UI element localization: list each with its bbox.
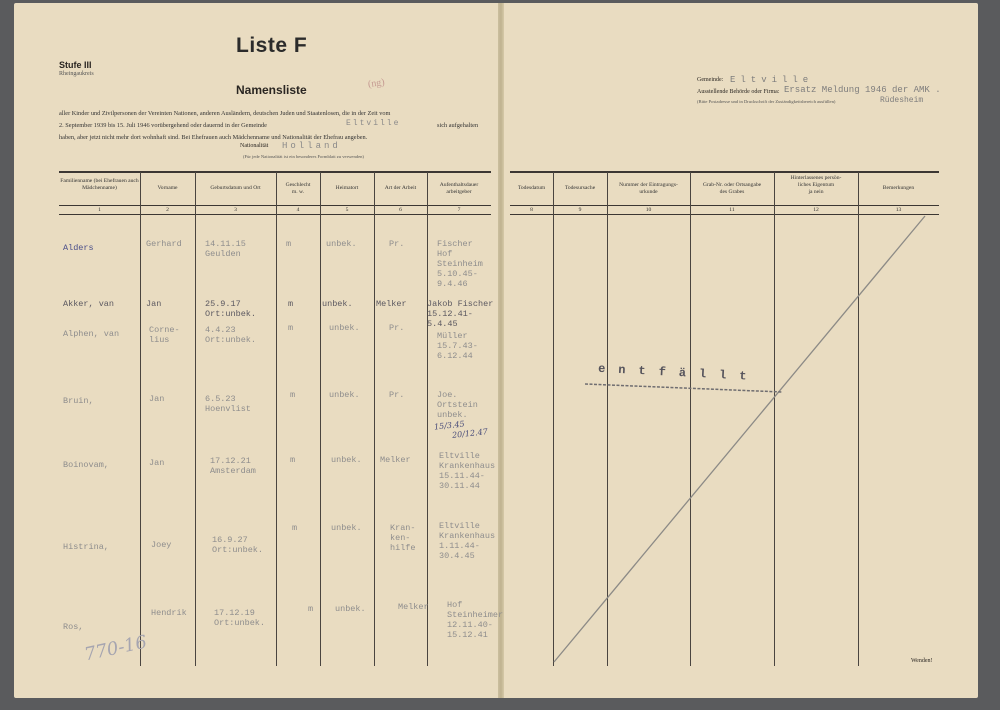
row-3-geburt: 4.4.23 Ort:unbek. xyxy=(205,325,257,345)
row-4-vorname: Jan xyxy=(149,394,165,404)
row-2-geburt: 25.9.17 Ort:unbek. xyxy=(205,299,257,319)
nationality-label: Nationalität xyxy=(240,143,269,149)
stamp-mark: (ng) xyxy=(367,76,386,91)
row-4-geschlecht: m xyxy=(290,390,296,400)
intro-line-1: aller Kinder und Zivilpersonen der Vereinten Nationen, anderen Ausländern, deutschen Juden und Staatenlosen, die in der Zeit vom xyxy=(59,110,391,117)
row-5-geschlecht: m xyxy=(290,455,296,465)
row-7-name: Ros, xyxy=(63,622,84,632)
col-number: 1 xyxy=(98,207,101,213)
col-number: 2 xyxy=(166,207,169,213)
region-label: Rheingaukreis xyxy=(59,71,94,77)
row-5-aufenthalt: Eltville Krankenhaus 15.11.44- 30.11.44 xyxy=(439,451,496,491)
header-arbeit: Art der Arbeit xyxy=(384,185,417,191)
col-number: 9 xyxy=(578,207,582,213)
row-7-aufenthalt: Hof Steinheimer 12.11.40- 15.12.41 xyxy=(447,600,504,640)
header-todesursache: Todesursache xyxy=(564,185,596,191)
row-2-heimat: unbek. xyxy=(322,299,353,309)
row-1-heimat: unbek. xyxy=(326,239,357,249)
gemeinde-value: Eltville xyxy=(730,75,814,85)
header-vorname: Vorname xyxy=(157,185,178,191)
col-number: 10 xyxy=(645,207,652,213)
behoerde-value: Ersatz Meldung 1946 der AMK . xyxy=(784,85,941,95)
row-5-geburt: 17.12.21 Amsterdam xyxy=(210,456,256,476)
row-2-name: Akker, van xyxy=(63,299,115,309)
row-2-arbeit: Melker xyxy=(376,299,407,309)
handwritten-note: 20/12.47 xyxy=(451,427,489,440)
header-aufenthalt: Aufenthaltsdauer arbeitgeber xyxy=(439,182,479,195)
col-number: 8 xyxy=(530,207,533,213)
header-urkunde: Nummer der Eintragungs- urkunde xyxy=(619,182,678,195)
row-5-name: Boinovam, xyxy=(63,460,109,470)
col-number: 3 xyxy=(234,207,237,213)
header-geschlecht: Geschlecht m. w. xyxy=(285,182,311,195)
nationality-value: Holland xyxy=(282,141,341,151)
row-7-arbeit: Melker xyxy=(398,602,429,612)
intro-line-2b: sich aufgehalten xyxy=(437,122,479,129)
row-1-geschlecht: m xyxy=(286,239,292,249)
header-geburt: Geburtsdatum und Ort xyxy=(210,185,261,191)
intro-line-2: 2. September 1939 bis 15. Juli 1946 vorübergehend oder dauernd in der Gemeinde xyxy=(59,122,267,129)
header-todesdatum: Todesdatum xyxy=(517,185,546,191)
header-familienname: Familienname (bei Ehefrauen auch Mädchenname) xyxy=(60,178,139,191)
row-3-name: Alphen, van xyxy=(63,329,120,339)
row-1-vorname: Gerhard xyxy=(146,239,182,249)
row-5-arbeit: Melker xyxy=(380,455,411,465)
row-3-heimat: unbek. xyxy=(329,323,360,333)
row-6-heimat: unbek. xyxy=(331,523,362,533)
row-1-arbeit: Pr. xyxy=(389,239,405,249)
row-6-geburt: 16.9.27 Ort:unbek. xyxy=(212,535,264,555)
behoerde-note: (Bitte Postadresse und in Druckschrift der Zuständigkeitsbereich ausfüllen) xyxy=(697,99,836,104)
row-6-vorname: Joey xyxy=(151,540,172,550)
row-3-aufenthalt: Müller 15.7.43- 6.12.44 xyxy=(437,331,478,361)
row-2-aufenthalt: Jakob Fischer 15.12.41- 5.4.45 xyxy=(427,299,494,329)
archive-number-handwriting: 770-16 xyxy=(82,631,149,666)
row-4-arbeit: Pr. xyxy=(389,390,405,400)
diagonal-strike xyxy=(554,216,925,662)
col-number: 7 xyxy=(457,207,461,213)
entfaellt-underline xyxy=(585,384,782,392)
row-1-geburt: 14.11.15 Geulden xyxy=(205,239,246,259)
row-7-heimat: unbek. xyxy=(335,604,366,614)
col-number: 6 xyxy=(399,207,402,213)
row-3-geschlecht: m xyxy=(288,323,294,333)
col-number: 13 xyxy=(895,207,902,213)
stufe-label: Stufe III xyxy=(59,60,92,70)
row-7-geburt: 17.12.19 Ort:unbek. xyxy=(214,608,266,628)
header-bemerkungen: Bemerkungen xyxy=(882,185,915,191)
row-4-aufenthalt: Joe. Ortstein unbek. xyxy=(437,390,478,420)
intro-line-3: haben, aber jetzt nicht mehr dort wohnhaft sind. Bei Ehefrauen auch Mädchenname und Nationalität der Ehefrau angeben. xyxy=(59,134,368,141)
header-eigentum: Hinterlassenes persön- liches Eigentum ja nein xyxy=(790,175,842,195)
row-1-aufenthalt: Fischer Hof Steinheim 5.10.45- 9.4.46 xyxy=(437,239,483,289)
row-7-geschlecht: m xyxy=(308,604,314,614)
row-4-name: Bruin, xyxy=(63,396,94,406)
header-grab: Grab-Nr. oder Ortsangabe des Grabes xyxy=(702,182,762,195)
row-1-name: Alders xyxy=(63,243,94,253)
row-2-geschlecht: m xyxy=(288,299,294,309)
col-number: 11 xyxy=(729,207,735,213)
entfaellt-stamp: entfällt xyxy=(597,361,760,385)
row-6-arbeit: Kran- ken- hilfe xyxy=(390,523,416,553)
row-6-aufenthalt: Eltville Krankenhaus 1.11.44- 30.4.45 xyxy=(439,521,496,561)
row-3-arbeit: Pr. xyxy=(389,323,405,333)
behoerde-label: Ausstellende Behörde oder Firma: xyxy=(697,89,780,95)
col-number: 12 xyxy=(813,207,819,213)
row-3-vorname: Corne- lius xyxy=(149,325,180,345)
footer-wenden: Wenden! xyxy=(911,658,933,664)
gemeinde-label: Gemeinde: xyxy=(697,77,724,83)
handwritten-note: 15/3.45 xyxy=(433,419,466,432)
row-6-geschlecht: m xyxy=(292,523,298,533)
col-number: 5 xyxy=(345,207,349,213)
row-2-vorname: Jan xyxy=(146,299,162,309)
row-5-heimat: unbek. xyxy=(331,455,362,465)
intro-ort-value: Eltville xyxy=(346,119,401,128)
row-6-name: Histrina, xyxy=(63,542,109,552)
row-5-vorname: Jan xyxy=(149,458,165,468)
row-7-vorname: Hendrik xyxy=(151,608,187,618)
document-title: Liste F xyxy=(236,34,308,57)
header-heimatort: Heimatort xyxy=(335,185,359,191)
document-subtitle: Namensliste xyxy=(236,83,307,97)
row-4-heimat: unbek. xyxy=(329,390,360,400)
col-number: 4 xyxy=(296,207,300,213)
behoerde-value-2: Rüdesheim xyxy=(880,96,924,105)
row-4-geburt: 6.5.23 Hoenvlist xyxy=(205,394,251,414)
nationality-note: (Für jede Nationalität ist ein besonderes Formblatt zu verwenden) xyxy=(243,154,364,159)
